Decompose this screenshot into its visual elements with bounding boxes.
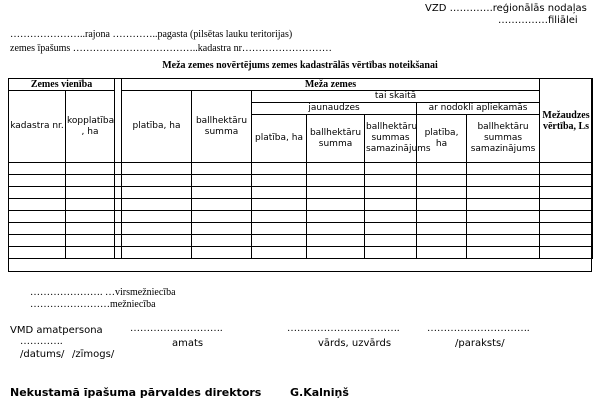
jaun-samazinajums-header: ballhektāru summas samazinājums: [365, 115, 417, 163]
table-cell: [417, 223, 467, 235]
table-cell: [467, 211, 540, 223]
virsmeznieciba-line: …………………. …virsmežniecība: [30, 287, 176, 298]
filiale-line: ……………filiālei: [498, 15, 578, 26]
table-cell: [252, 187, 307, 199]
table-cell: [365, 223, 417, 235]
table-cell: [115, 247, 122, 259]
amats-label: amats: [172, 338, 204, 349]
table-cell: [66, 211, 115, 223]
director-title: Nekustamā īpašuma pārvaldes direktors: [10, 386, 262, 399]
ipasums-line: zemes īpašums ………………………………..kadastra nr………………………: [10, 43, 332, 54]
table-cell: [9, 247, 66, 259]
table-cell: [252, 223, 307, 235]
table-cell: [252, 163, 307, 175]
table-cell: [9, 175, 66, 187]
table-cell: [365, 247, 417, 259]
table-row: [9, 187, 593, 199]
table-cell: [467, 235, 540, 247]
datums-label: /datums/: [20, 349, 65, 360]
table-cell: [307, 223, 365, 235]
vmd-amatpersona: VMD amatpersona: [10, 325, 103, 336]
table-cell: [365, 199, 417, 211]
mezaudzes-vertiba-header: Mežaudzes vērtība, Ls: [540, 79, 593, 163]
table-cell: [365, 235, 417, 247]
table-cell: [122, 235, 192, 247]
table-cell: [540, 187, 593, 199]
table-cell: [307, 187, 365, 199]
nod-platiba-header: platība, ha: [417, 115, 467, 163]
table-cell: [122, 223, 192, 235]
table-cell: [467, 223, 540, 235]
table-cell: [9, 163, 66, 175]
table-row: [9, 223, 593, 235]
table-cell: [252, 175, 307, 187]
table-cell: [66, 163, 115, 175]
table-cell: [192, 211, 252, 223]
meza-zemes-header: Meža zemes: [122, 79, 540, 91]
table-cell: [467, 175, 540, 187]
table-cell: [307, 199, 365, 211]
table-cell: [417, 187, 467, 199]
zimogs-label: /zīmogs/: [72, 349, 115, 360]
kadastra-nr-header: kadastra nr.: [9, 91, 66, 163]
tai-skaita-header: tai skaitā: [252, 91, 540, 103]
table-cell: [115, 211, 122, 223]
table-cell: [417, 199, 467, 211]
table-cell: [467, 163, 540, 175]
table-cell: [122, 247, 192, 259]
table-cell: [115, 175, 122, 187]
table-cell: [122, 211, 192, 223]
rajona-line: …………………..rajona …………..pagasta (pilsētas lauku teritorijas): [10, 29, 293, 40]
table-cell: [66, 187, 115, 199]
table-row: [9, 199, 593, 211]
table-cell: [417, 163, 467, 175]
table-cell: [192, 175, 252, 187]
table-cell: [540, 247, 593, 259]
table-cell: [122, 163, 192, 175]
table-cell: [9, 223, 66, 235]
amats-dots: ……………………….: [130, 323, 223, 334]
table-row: [9, 211, 593, 223]
table-cell: [467, 199, 540, 211]
table-cell: [540, 163, 593, 175]
table-cell: [540, 199, 593, 211]
vzd-line: VZD ………….reģionālās nodaļas: [425, 3, 587, 14]
jaun-platiba-header: platība, ha: [252, 115, 307, 163]
table-cell: [115, 187, 122, 199]
table-cell: [467, 187, 540, 199]
nod-samazinajums-header: ballhektāru summas samazinājums: [467, 115, 540, 163]
table-cell: [540, 235, 593, 247]
paraksts-label: /paraksts/: [455, 338, 505, 349]
ar-nodokli-header: ar nodokli apliekamās: [417, 103, 540, 115]
kopplatiba-header: kopplatība , ha: [66, 91, 115, 163]
table-cell: [66, 235, 115, 247]
ballhektaru-summa-header: ballhektāru summa: [192, 91, 252, 163]
table-cell: [417, 211, 467, 223]
table-cell: [365, 187, 417, 199]
jaunaudzes-header: jaunaudzes: [252, 103, 417, 115]
table-cell: [66, 223, 115, 235]
table-cell: [307, 175, 365, 187]
table-cell: [9, 199, 66, 211]
table-cell: [192, 247, 252, 259]
table-cell: [115, 223, 122, 235]
table-cell: [417, 175, 467, 187]
table-row: [9, 247, 593, 259]
jaun-ballhektaru-header: ballhektāru summa: [307, 115, 365, 163]
vards-uzvards-label: vārds, uzvārds: [318, 338, 392, 349]
table-cell: [192, 163, 252, 175]
table-cell: [307, 235, 365, 247]
table-cell: [192, 235, 252, 247]
table-cell: [9, 187, 66, 199]
table-cell: [417, 235, 467, 247]
table-cell: [307, 247, 365, 259]
table-cell: [122, 187, 192, 199]
table-cell: [115, 163, 122, 175]
table-cell: [192, 199, 252, 211]
table-cell: [540, 211, 593, 223]
table-row: [9, 235, 593, 247]
table-cell: [467, 247, 540, 259]
table-cell: [307, 211, 365, 223]
director-name: G.Kalniņš: [290, 386, 349, 399]
table-cell: [122, 199, 192, 211]
table-row: [9, 175, 593, 187]
table-cell: [66, 175, 115, 187]
table-cell: [115, 235, 122, 247]
valuation-table: [8, 78, 593, 259]
paraksts-dots: ………………………….: [427, 323, 530, 334]
table-cell: [252, 247, 307, 259]
table-cell: [365, 163, 417, 175]
table-cell: [365, 211, 417, 223]
table-cell: [365, 175, 417, 187]
page-title: Meža zemes novērtējums zemes kadastrālās vērtības noteikšanai: [162, 60, 438, 71]
table-cell: [115, 199, 122, 211]
table-cell: [540, 175, 593, 187]
platiba-header: platība, ha: [122, 91, 192, 163]
table-cell: [192, 223, 252, 235]
table-cell: [66, 199, 115, 211]
table-cell: [540, 223, 593, 235]
meznieciba-line: ……………………mežniecība: [30, 299, 156, 310]
table-cell: [66, 247, 115, 259]
datums-dots: ………….: [20, 336, 63, 347]
table-cell: [307, 163, 365, 175]
table-cell: [252, 199, 307, 211]
table-row: [9, 163, 593, 175]
table-cell: [122, 175, 192, 187]
table-cell: [9, 235, 66, 247]
table-cell: [417, 247, 467, 259]
spacer-cell: [115, 79, 122, 163]
table-cell: [9, 211, 66, 223]
table-cell: [252, 211, 307, 223]
zemes-vieniba-header: Zemes vienība: [9, 79, 115, 91]
vards-dots: …………………………….: [287, 323, 400, 334]
table-cell: [192, 187, 252, 199]
table-cell: [252, 235, 307, 247]
